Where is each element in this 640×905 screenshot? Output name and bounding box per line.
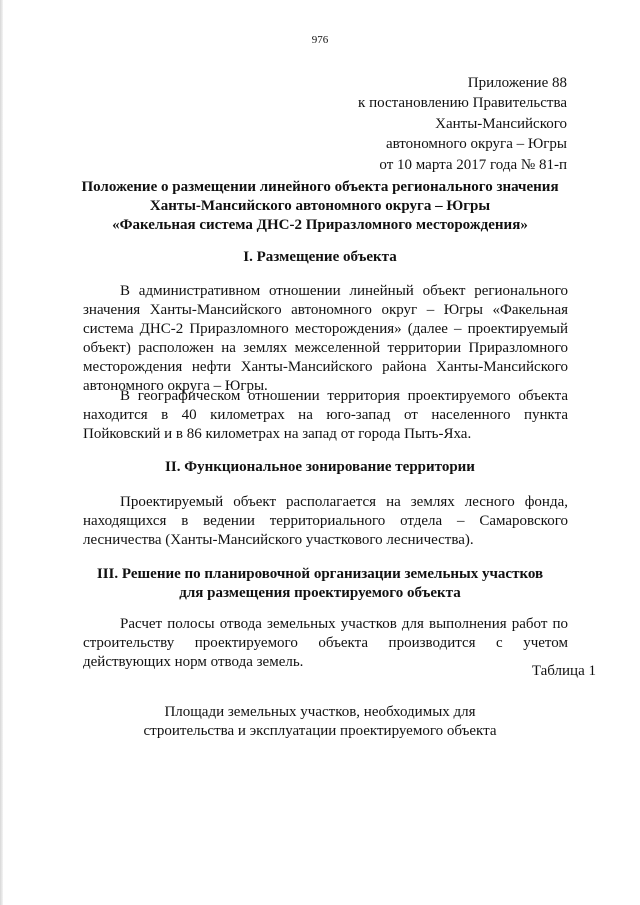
scan-edge	[0, 0, 3, 905]
title-line: «Факельная система ДНС-2 Приразломного месторождения»	[112, 217, 528, 233]
appendix-line: Ханты-Мансийского	[435, 115, 567, 132]
appendix-block	[358, 73, 567, 175]
heading-line: III. Решение по планировочной организации земельных участков	[96, 566, 544, 582]
caption-line: Площади земельных участков, необходимых для	[164, 704, 476, 720]
page-number: 976	[311, 34, 329, 46]
paragraph-zoning: Проектируемый объект располагается на землях лесного фонда, находящихся в ведении территориального отдела – Самаровского лесничества (Ханты-Мансийского участкового лесничества).	[83, 494, 568, 548]
document-title	[60, 178, 580, 235]
paragraph-geo-location: В географическом отношении территория проектируемого объекта находится в 40 километрах на юго-запад от населенного пункта Пойковский и в 86 километрах на запад от города Пыть-Яха.	[83, 388, 568, 442]
appendix-line: Приложение 88	[467, 75, 567, 91]
caption-line: строительства и эксплуатации проектируемого объекта	[143, 723, 497, 739]
section-heading-planning	[60, 565, 580, 603]
section-heading-placement: I. Размещение объекта	[243, 249, 397, 265]
title-line: Ханты-Мансийского автономного округа – Югры	[149, 198, 491, 214]
title-line: Положение о размещении линейного объекта регионального значения	[81, 179, 559, 195]
paragraph-admin-location: В административном отношении линейный объект регионального значения Ханты-Мансийского автономного округ – Югры «Факельная система ДНС-2 Приразломного месторождения» (далее – проектируемый объект) расположен на землях межселенной территории Приразломного месторождения нефти Ханты-Мансийского района Ханты-Мансийского автономного округа – Югры.	[83, 283, 568, 394]
paragraph-planning: Расчет полосы отвода земельных участков для выполнения работ по строительству проектируемого объекта производится с учетом действующих норм отвода земель.	[83, 616, 568, 670]
appendix-line: к постановлению Правительства	[358, 95, 567, 112]
section-heading-zoning: II. Функциональное зонирование территории	[165, 459, 475, 475]
table-caption	[60, 703, 580, 741]
appendix-line: от 10 марта 2017 года № 81-п	[379, 156, 567, 173]
heading-line: для размещения проектируемого объекта	[179, 585, 461, 601]
table-label: Таблица 1	[531, 663, 596, 679]
appendix-line: автономного округа – Югры	[385, 136, 567, 153]
